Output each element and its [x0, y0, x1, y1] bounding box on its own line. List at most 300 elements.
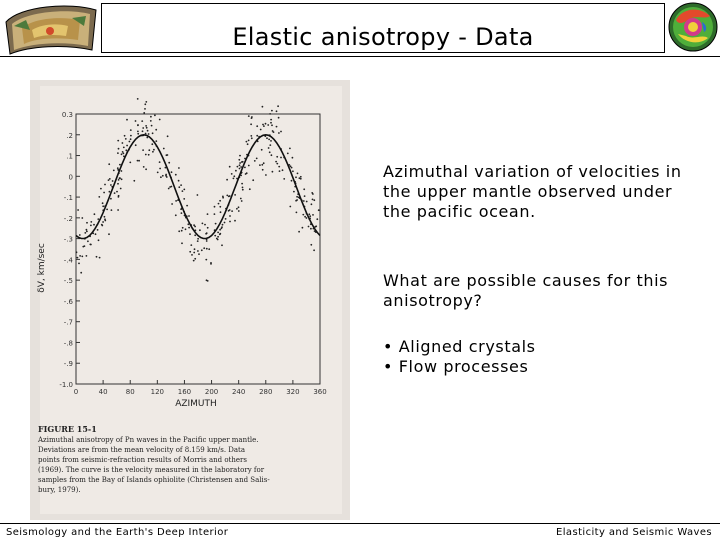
- data-point: [129, 141, 131, 143]
- data-point: [239, 155, 241, 157]
- data-point: [292, 157, 294, 159]
- data-point: [178, 186, 180, 188]
- x-tick-label: 360: [313, 388, 327, 396]
- data-point: [123, 147, 125, 149]
- bullet-item: • Flow processes: [383, 357, 529, 376]
- data-point: [90, 244, 92, 246]
- data-point: [214, 206, 216, 208]
- data-point: [297, 173, 299, 175]
- data-point: [278, 166, 280, 168]
- data-point: [202, 223, 204, 225]
- data-point: [262, 169, 264, 171]
- data-point: [298, 231, 300, 233]
- data-point: [263, 125, 265, 127]
- data-point: [261, 149, 263, 151]
- data-point: [272, 130, 274, 132]
- data-point: [188, 215, 190, 217]
- data-point: [310, 228, 312, 230]
- data-point: [279, 170, 281, 172]
- y-tick-label: .2: [66, 131, 73, 140]
- data-point: [241, 183, 243, 185]
- data-point: [238, 206, 240, 208]
- data-point: [152, 132, 154, 134]
- data-point: [79, 234, 81, 236]
- data-point: [110, 184, 112, 186]
- data-point: [238, 210, 240, 212]
- data-point: [215, 223, 217, 225]
- data-point: [77, 257, 79, 259]
- data-point: [183, 189, 185, 191]
- y-tick-label: -.8: [63, 339, 73, 348]
- data-point: [181, 242, 183, 244]
- data-point: [141, 120, 143, 122]
- data-point: [159, 161, 161, 163]
- data-point: [130, 129, 132, 131]
- data-point: [118, 148, 120, 150]
- data-point: [175, 174, 177, 176]
- data-point: [182, 190, 184, 192]
- data-point: [194, 258, 196, 260]
- data-point: [240, 198, 242, 200]
- footer-lecture-title: Elasticity and Seismic Waves: [556, 527, 712, 538]
- data-point: [276, 156, 278, 158]
- y-tick-label: -.3: [63, 235, 73, 244]
- data-point: [229, 209, 231, 211]
- data-point: [143, 112, 145, 114]
- y-tick-label: 0.3: [61, 111, 73, 119]
- y-tick-label: -.6: [63, 297, 73, 306]
- data-point: [145, 154, 147, 156]
- x-tick-label: 160: [177, 388, 192, 396]
- data-point: [270, 119, 272, 121]
- data-point: [282, 169, 284, 171]
- data-point: [180, 184, 182, 186]
- data-point: [229, 195, 231, 197]
- data-point: [248, 165, 250, 167]
- data-point: [166, 176, 168, 178]
- data-point: [133, 180, 135, 182]
- data-point: [155, 129, 157, 131]
- data-point: [251, 117, 253, 119]
- bullet-item: • Aligned crystals: [383, 337, 536, 356]
- data-point: [121, 170, 123, 172]
- data-point: [117, 140, 119, 142]
- data-point: [116, 191, 118, 193]
- data-point: [261, 164, 263, 166]
- data-point: [97, 229, 99, 231]
- data-point: [113, 170, 115, 172]
- data-point: [262, 124, 264, 126]
- data-point: [231, 173, 233, 175]
- data-point: [137, 133, 139, 135]
- data-point: [313, 249, 315, 251]
- y-tick-label: -1.0: [59, 381, 73, 389]
- data-point: [152, 151, 154, 153]
- data-point: [283, 178, 285, 180]
- data-point: [146, 127, 148, 129]
- data-point: [244, 167, 246, 169]
- x-tick-label: 40: [98, 388, 108, 396]
- data-point: [233, 178, 235, 180]
- data-point: [198, 253, 200, 255]
- data-point: [289, 206, 291, 208]
- data-point: [121, 178, 123, 180]
- data-point: [117, 167, 119, 169]
- data-point: [239, 168, 241, 170]
- data-point: [310, 244, 312, 246]
- data-point: [197, 240, 199, 242]
- data-point: [304, 216, 306, 218]
- data-point: [151, 143, 153, 145]
- data-point: [193, 224, 195, 226]
- data-point: [102, 205, 104, 207]
- data-point: [205, 259, 207, 261]
- data-point: [306, 201, 308, 203]
- data-point: [125, 149, 127, 151]
- data-point: [185, 228, 187, 230]
- data-point: [315, 225, 317, 227]
- data-point: [296, 196, 298, 198]
- data-point: [178, 230, 180, 232]
- data-point: [142, 149, 144, 151]
- data-point: [135, 120, 137, 122]
- data-point: [256, 125, 258, 127]
- data-point: [81, 256, 83, 258]
- data-point: [272, 171, 274, 173]
- data-point: [248, 115, 250, 117]
- data-point: [303, 200, 305, 202]
- figure-caption-line: Azimuthal anisotropy of Pn waves in the Pacific upper mantle.: [38, 436, 259, 444]
- data-point: [210, 262, 212, 264]
- data-point: [93, 224, 95, 226]
- data-point: [103, 192, 105, 194]
- data-point: [159, 168, 161, 170]
- data-point: [199, 229, 201, 231]
- data-point: [268, 147, 270, 149]
- data-point: [138, 160, 140, 162]
- data-point: [242, 189, 244, 191]
- figure-caption-line: Deviations are from the mean velocity of 8.159 km/s. Data: [38, 446, 246, 454]
- data-point: [119, 164, 121, 166]
- data-point: [312, 214, 314, 216]
- data-point: [163, 148, 165, 150]
- data-point: [165, 174, 167, 176]
- data-point: [207, 213, 209, 215]
- data-point: [108, 233, 110, 235]
- data-point: [222, 197, 224, 199]
- question-text: What are possible causes for this anisotropy?: [383, 271, 669, 310]
- data-point: [296, 212, 298, 214]
- data-point: [144, 108, 146, 110]
- data-point: [117, 209, 119, 211]
- data-point: [217, 232, 219, 234]
- data-point: [190, 244, 192, 246]
- y-tick-label: -.4: [63, 256, 73, 265]
- data-point: [99, 257, 101, 259]
- data-point: [84, 232, 86, 234]
- data-point: [194, 234, 196, 236]
- data-point: [218, 203, 220, 205]
- data-point: [270, 122, 272, 124]
- data-point: [114, 192, 116, 194]
- data-point: [226, 195, 228, 197]
- data-point: [168, 188, 170, 190]
- data-point: [318, 209, 320, 211]
- data-point: [250, 123, 252, 125]
- data-point: [100, 188, 102, 190]
- data-point: [302, 214, 304, 216]
- title-box: [101, 3, 665, 53]
- data-point: [246, 141, 248, 143]
- data-point: [277, 105, 279, 107]
- data-point: [316, 218, 318, 220]
- data-point: [260, 129, 262, 131]
- data-point: [256, 158, 258, 160]
- data-point: [219, 233, 221, 235]
- data-point: [79, 255, 81, 257]
- data-point: [206, 248, 208, 250]
- data-point: [276, 163, 278, 165]
- data-point: [208, 248, 210, 250]
- data-point: [153, 149, 155, 151]
- y-tick-label: -.2: [63, 214, 73, 223]
- data-point: [241, 200, 243, 202]
- data-point: [82, 246, 84, 248]
- data-point: [109, 191, 111, 193]
- data-point: [269, 144, 271, 146]
- bullet-list: [383, 337, 683, 377]
- data-point: [160, 176, 162, 178]
- data-point: [248, 140, 250, 142]
- data-point: [171, 171, 173, 173]
- data-point: [231, 210, 233, 212]
- data-point: [252, 179, 254, 181]
- data-point: [270, 140, 272, 142]
- data-point: [186, 205, 188, 207]
- slide-header: [0, 0, 720, 56]
- data-point: [249, 188, 251, 190]
- data-point: [104, 184, 106, 186]
- data-point: [291, 180, 293, 182]
- data-point: [143, 166, 145, 168]
- data-point: [271, 124, 273, 126]
- data-point: [222, 224, 224, 226]
- data-point: [207, 280, 209, 282]
- data-point: [171, 203, 173, 205]
- data-point: [120, 188, 122, 190]
- data-point: [145, 125, 147, 127]
- data-point: [189, 251, 191, 253]
- data-point: [239, 164, 241, 166]
- data-point: [304, 195, 306, 197]
- data-point: [175, 200, 177, 202]
- data-point: [96, 256, 98, 258]
- data-point: [155, 140, 157, 142]
- data-point: [76, 251, 78, 253]
- data-point: [117, 183, 119, 185]
- data-point: [130, 138, 132, 140]
- data-point: [145, 101, 147, 103]
- data-point: [101, 225, 103, 227]
- data-point: [142, 127, 144, 129]
- data-point: [150, 120, 152, 122]
- data-point: [102, 202, 104, 204]
- data-point: [268, 139, 270, 141]
- scanned-figure: [30, 80, 350, 520]
- data-point: [157, 172, 159, 174]
- data-point: [219, 206, 221, 208]
- data-point: [135, 144, 137, 146]
- data-point: [178, 167, 180, 169]
- data-point: [240, 166, 242, 168]
- data-point: [118, 196, 120, 198]
- x-tick-label: 280: [259, 388, 273, 396]
- data-point: [238, 159, 240, 161]
- data-point: [311, 203, 313, 205]
- data-point: [206, 240, 208, 242]
- data-point: [137, 160, 139, 162]
- data-point: [234, 194, 236, 196]
- data-point: [167, 154, 169, 156]
- data-point: [181, 212, 183, 214]
- data-point: [197, 250, 199, 252]
- data-point: [239, 162, 241, 164]
- data-point: [124, 135, 126, 137]
- data-point: [191, 254, 193, 256]
- data-point: [193, 260, 195, 262]
- data-point: [203, 247, 205, 249]
- data-point: [125, 138, 127, 140]
- data-point: [214, 213, 216, 215]
- data-point: [110, 198, 112, 200]
- data-point: [229, 221, 231, 223]
- data-point: [98, 239, 100, 241]
- data-point: [219, 229, 221, 231]
- data-point: [86, 255, 88, 257]
- data-point: [145, 168, 147, 170]
- data-point: [144, 103, 146, 105]
- data-point: [271, 154, 273, 156]
- data-point: [275, 161, 277, 163]
- data-point: [80, 272, 82, 274]
- y-tick-label: -.9: [63, 360, 73, 369]
- data-point: [242, 187, 244, 189]
- data-point: [97, 218, 99, 220]
- data-point: [250, 135, 252, 137]
- data-point: [102, 221, 104, 223]
- figure-caption-title: FIGURE 15-1: [38, 424, 97, 434]
- data-point: [293, 191, 295, 193]
- data-point: [269, 151, 271, 153]
- data-point: [126, 119, 128, 121]
- data-point: [142, 130, 144, 132]
- data-point: [181, 230, 183, 232]
- data-point: [280, 157, 282, 159]
- data-point: [168, 162, 170, 164]
- figure-caption-line: samples from the Bay of Islands ophiolite (Christensen and Salis-: [38, 476, 270, 484]
- data-point: [266, 137, 268, 139]
- data-point: [162, 175, 164, 177]
- data-point: [112, 180, 114, 182]
- data-point: [151, 125, 153, 127]
- data-point: [229, 215, 231, 217]
- data-point: [154, 115, 156, 117]
- data-point: [178, 180, 180, 182]
- globe-tomography-icon: [666, 0, 720, 55]
- data-point: [217, 236, 219, 238]
- data-point: [302, 227, 304, 229]
- data-point: [234, 220, 236, 222]
- data-point: [311, 192, 313, 194]
- data-point: [111, 209, 113, 211]
- data-point: [86, 222, 88, 224]
- data-point: [108, 163, 110, 165]
- data-point: [313, 199, 315, 201]
- y-tick-label: -.5: [63, 277, 73, 286]
- data-point: [265, 123, 267, 125]
- data-point: [129, 162, 131, 164]
- data-point: [98, 196, 100, 198]
- figure-caption-line: points from seismic-refraction results of Morris and others: [38, 456, 247, 464]
- data-point: [309, 215, 311, 217]
- data-point: [104, 220, 106, 222]
- data-point: [78, 263, 80, 265]
- data-point: [308, 226, 310, 228]
- earth-logo-icon: [0, 0, 100, 55]
- data-point: [303, 188, 305, 190]
- data-point: [265, 174, 267, 176]
- data-point: [106, 209, 108, 211]
- data-point: [95, 233, 97, 235]
- data-point: [197, 238, 199, 240]
- data-point: [169, 186, 171, 188]
- data-point: [221, 244, 223, 246]
- data-point: [90, 221, 92, 223]
- data-point: [77, 209, 79, 211]
- data-point: [137, 98, 139, 100]
- x-tick-label: 0: [73, 388, 79, 396]
- data-point: [81, 217, 83, 219]
- data-point: [118, 179, 120, 181]
- data-point: [225, 218, 227, 220]
- data-point: [233, 175, 235, 177]
- data-point: [254, 160, 256, 162]
- slide-title: Elastic anisotropy - Data: [232, 23, 534, 51]
- data-point: [207, 227, 209, 229]
- data-point: [276, 110, 278, 112]
- data-point: [221, 228, 223, 230]
- y-axis-label: δV, km/sec: [37, 243, 47, 293]
- data-point: [90, 225, 92, 227]
- data-point: [262, 106, 264, 108]
- data-point: [300, 176, 302, 178]
- data-point: [236, 208, 238, 210]
- data-point: [224, 222, 226, 224]
- data-point: [122, 142, 124, 144]
- data-point: [290, 165, 292, 167]
- x-tick-label: 200: [204, 388, 219, 396]
- data-point: [287, 153, 289, 155]
- data-point: [117, 152, 119, 154]
- data-point: [119, 177, 121, 179]
- data-point: [94, 213, 96, 215]
- data-point: [278, 117, 280, 119]
- data-point: [147, 130, 149, 132]
- data-point: [137, 131, 139, 133]
- data-point: [193, 252, 195, 254]
- data-point: [308, 213, 310, 215]
- data-point: [188, 227, 190, 229]
